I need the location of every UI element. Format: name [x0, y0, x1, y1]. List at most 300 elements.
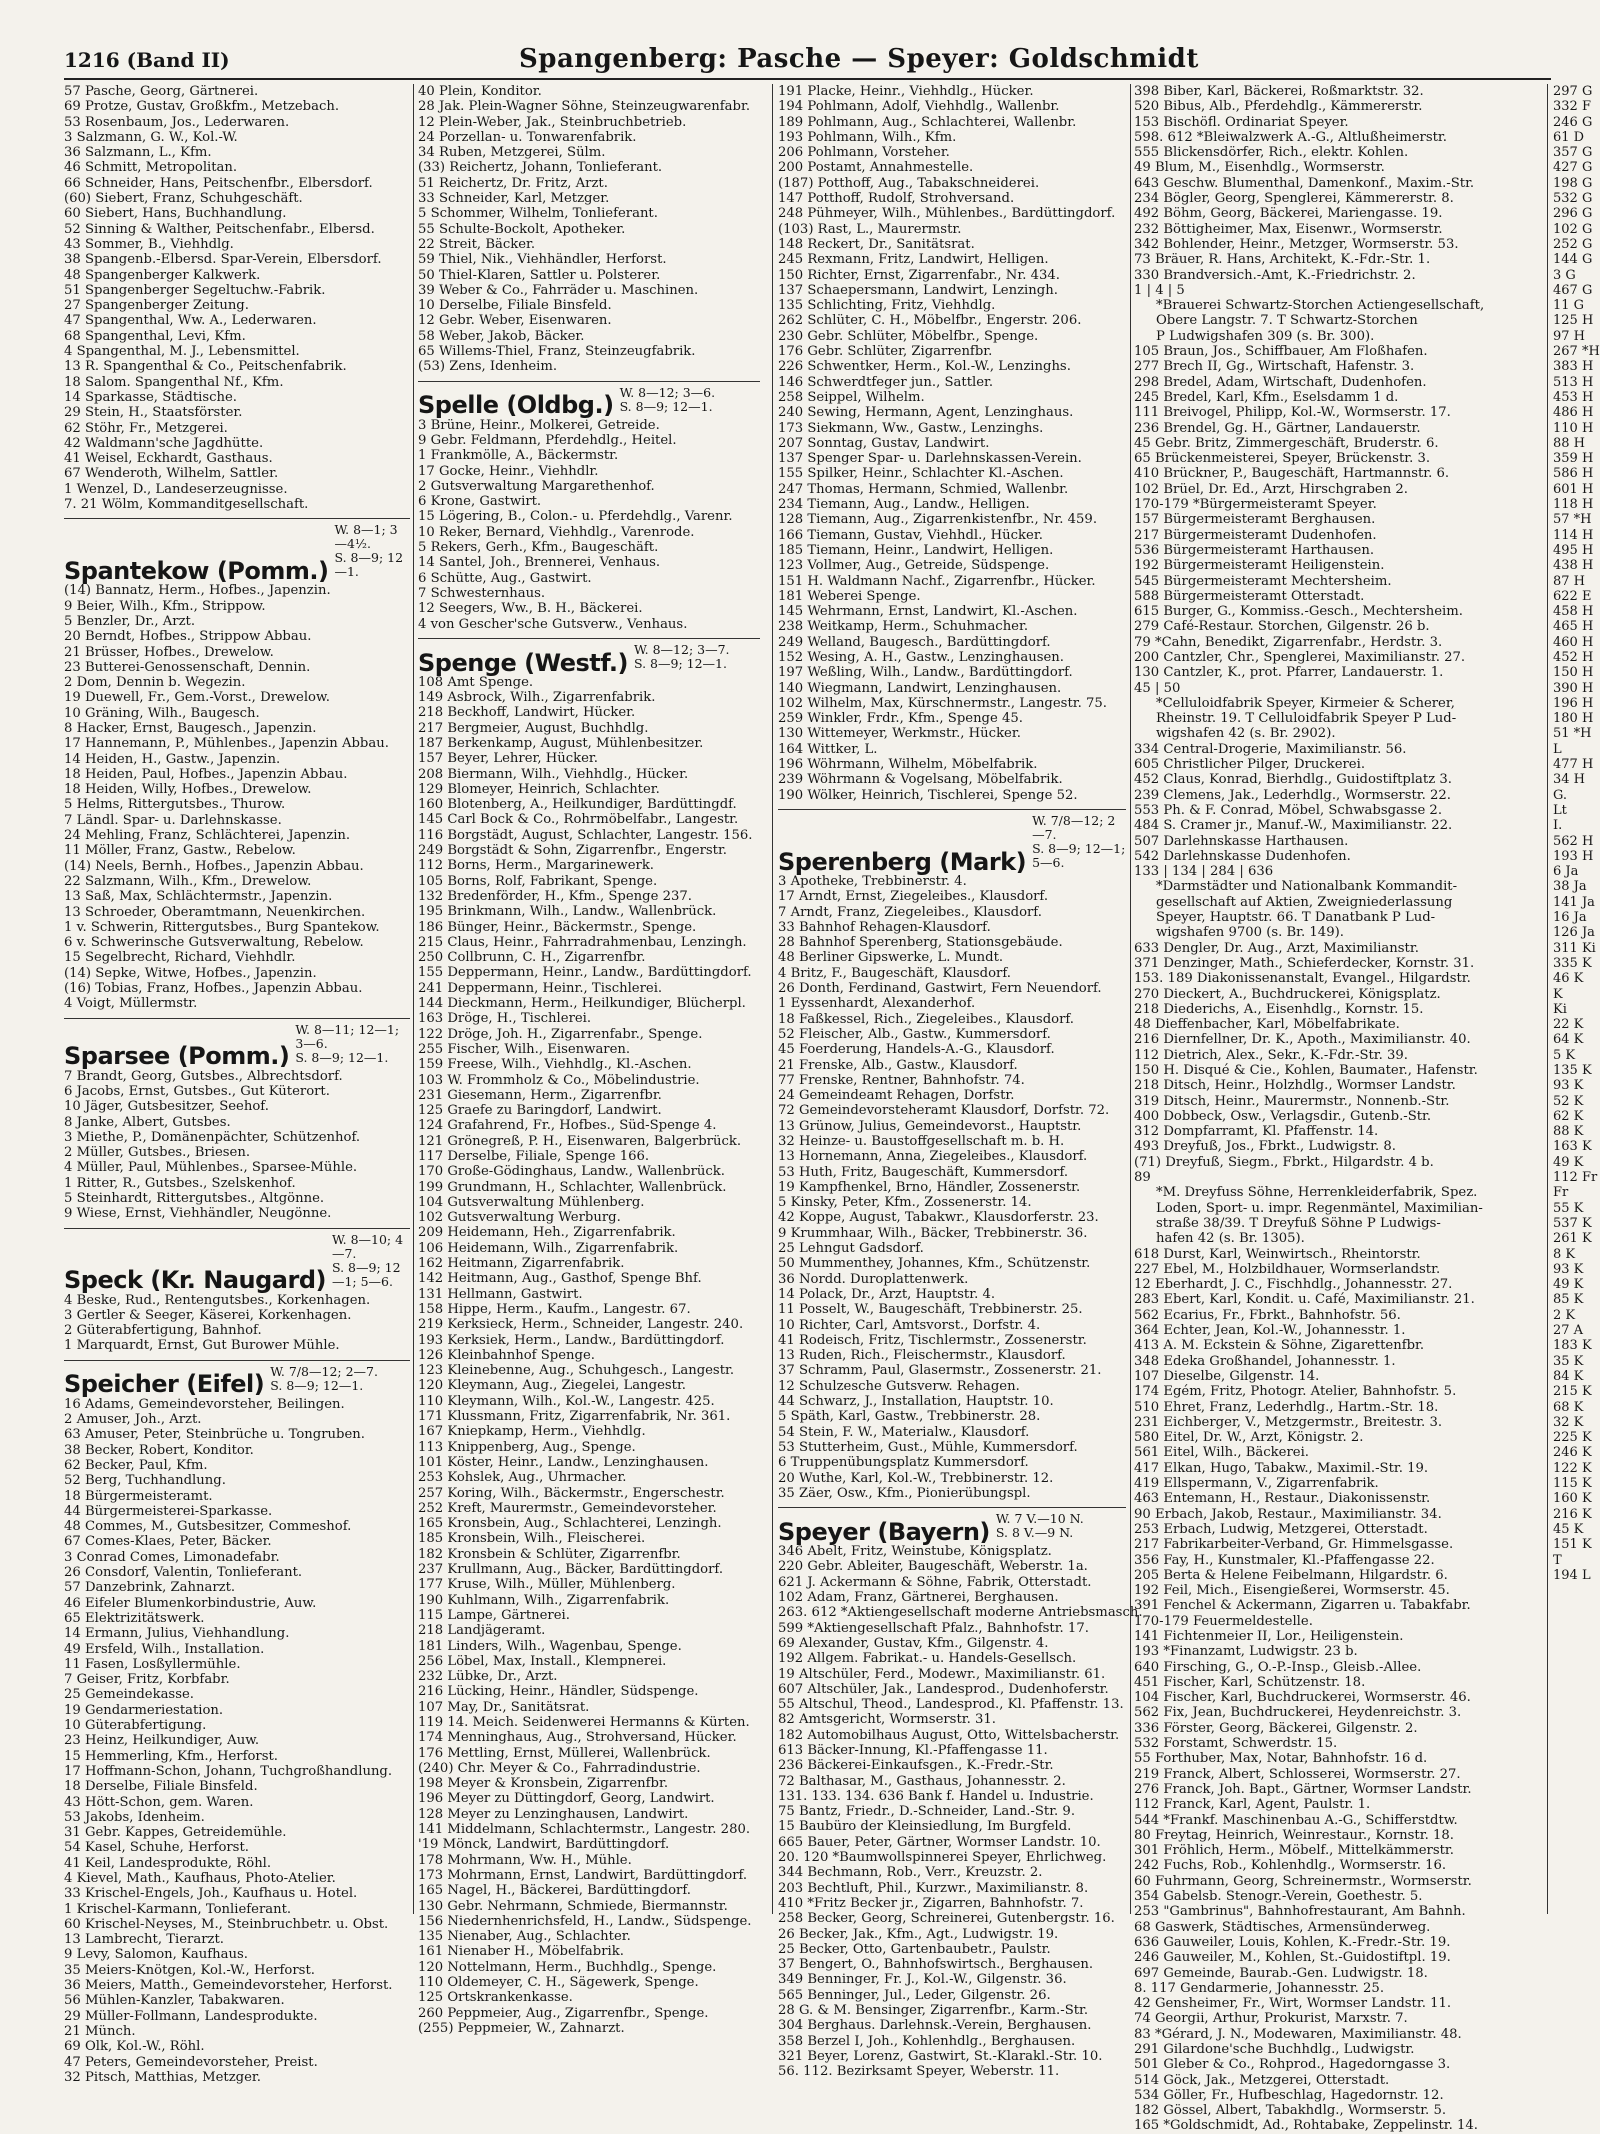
directory-entry: 163 Dröge, H., Tischlerei.: [418, 1011, 592, 1027]
directory-entry: 196 Wöhrmann, Wilhelm, Möbelfabrik.: [778, 757, 1038, 773]
directory-entry: 32 K: [1553, 1414, 1584, 1430]
directory-entry: 170 Große-Gödinghaus, Landw., Wallenbrück.: [418, 1164, 725, 1180]
directory-entry: 413 A. M. Eckstein & Söhne, Zigarettenfbr.: [1134, 1338, 1425, 1354]
directory-entry: 55 Forthuber, Max, Notar, Bahnhofstr. 16 d.: [1134, 1751, 1428, 1767]
directory-entry: 198 G: [1553, 175, 1593, 191]
directory-entry: 180 H: [1553, 711, 1594, 727]
directory-entry: 14 Polack, Dr., Arzt, Hauptstr. 4.: [778, 1286, 996, 1302]
directory-entry: 113 Knippenberg, Aug., Spenge.: [418, 1439, 636, 1455]
directory-entry: 129 Blomeyer, Heinrich, Schlachter.: [418, 781, 660, 797]
office-hours: W. 7/8—12; 2—7. S. 8—9; 12—1.: [270, 1363, 378, 1393]
directory-entry: 3 Miethe, P., Domänenpächter, Schützenhof.: [64, 1129, 361, 1145]
directory-entry: 57 *H: [1553, 512, 1592, 528]
directory-entry: 13 Lambrecht, Tierarzt.: [64, 1932, 224, 1948]
directory-entry: 3 Apotheke, Trebbinerstr. 4.: [778, 873, 967, 889]
directory-entry: 102 Gutsverwaltung Werburg.: [418, 1210, 621, 1226]
entry-list: [778, 1544, 1143, 2080]
directory-entry: 25 Becker, Otto, Gartenbaubetr., Paulstr.: [778, 1941, 1051, 1957]
entry-list: [1134, 879, 1534, 940]
directory-entry: 553 Ph. & F. Conrad, Möbel, Schwabsgasse 2.: [1134, 802, 1443, 818]
directory-entry: '19 Mönck, Landwirt, Bardüttingdorf.: [418, 1837, 670, 1853]
directory-entry: 10 Güterabfertigung.: [64, 1718, 207, 1734]
directory-entry: 253 "Gambrinus", Bahnhofrestaurant, Am Bahnh.: [1134, 1904, 1466, 1920]
directory-entry: 150 H: [1553, 665, 1594, 681]
directory-entry: 75 Bantz, Friedr., D.-Schneider, Land.-Str. 9.: [778, 1804, 1076, 1820]
directory-entry: 90 Erbach, Jakob, Restaur., Maximilianstr. 34.: [1134, 1506, 1442, 1522]
directory-entry: 2 Dom, Dennin b. Wegezin.: [64, 675, 246, 691]
directory-entry: 62 Stöhr, Fr., Metzgerei.: [64, 420, 228, 436]
directory-entry: 5 Kinsky, Peter, Kfm., Zossenerstr. 14.: [778, 1195, 1032, 1211]
directory-entry: 200 Postamt, Annahmestelle.: [778, 160, 974, 176]
directory-entry: 562 Ecarius, Fr., Fbrkt., Bahnhofstr. 56.: [1134, 1307, 1401, 1323]
directory-entry: 24 Porzellan- u. Tonwarenfabrik.: [418, 129, 637, 145]
entry-list: [418, 675, 760, 2036]
directory-entry: 216 K: [1553, 1506, 1592, 1522]
directory-entry: 181 Linders, Wilh., Wagenbau, Spenge.: [418, 1638, 682, 1654]
directory-entry: 60 Krischel-Neyses, M., Steinbruchbetr. u. Obst.: [64, 1916, 389, 1932]
office-hours: W. 7/8—12; 2—7. S. 8—9; 12—1; 5—6.: [1032, 812, 1126, 870]
directory-entry: 194 L: [1553, 1567, 1591, 1583]
directory-entry: 41 Keil, Landesprodukte, Röhl.: [64, 1855, 272, 1871]
directory-entry: 216 Diernfellner, Dr. K., Apoth., Maximilianstr. 40.: [1134, 1032, 1471, 1048]
directory-entry: 151 K: [1553, 1537, 1592, 1553]
directory-entry: 607 Altschüler, Jak., Landesprod., Dudenhoferstr.: [778, 1681, 1109, 1697]
directory-entry: 72 Balthasar, M., Gasthaus, Johannesstr. 2.: [778, 1773, 1066, 1789]
directory-entry: 218 Diederichs, A., Eisenhdlg., Kornstr. 15.: [1134, 1001, 1424, 1017]
directory-entry: 3 Brüne, Heinr., Molkerei, Getreide.: [418, 417, 660, 433]
directory-entry: 72 Gemeindevorsteheramt Klausdorf, Dorfstr. 72.: [778, 1103, 1110, 1119]
directory-entry: 246 Gauweiler, M., Kohlen, St.-Guidostiftpl. 19.: [1134, 1950, 1451, 1966]
directory-entry: 177 Kruse, Wilh., Müller, Mühlenberg.: [418, 1577, 676, 1593]
directory-entry: 1 Marquardt, Ernst, Gut Burower Mühle.: [64, 1338, 340, 1354]
directory-entry: 79 *Cahn, Benedikt, Zigarrenfabr., Herdstr. 3.: [1134, 634, 1443, 650]
place-name: Speyer (Bayern): [778, 1517, 990, 1546]
directory-entry: 7 Arndt, Franz, Ziegeleibes., Klausdorf.: [778, 904, 1042, 920]
directory-entry: 130 Gebr. Nehrmann, Schmiede, Biermannstr.: [418, 1898, 728, 1914]
directory-entry: 52 Berg, Tuchhandlung.: [64, 1473, 226, 1489]
directory-entry: 217 Bürgermeisteramt Dudenhofen.: [1134, 527, 1377, 543]
directory-entry: 4 Beske, Rud., Rentengutsbes., Korkenhagen.: [64, 1292, 371, 1308]
directory-entry: 5 Helms, Rittergutsbes., Thurow.: [64, 797, 286, 813]
directory-entry: 19 Duewell, Fr., Gem.-Vorst., Drewelow.: [64, 690, 330, 706]
directory-entry: 50 Mummenthey, Johannes, Kfm., Schützenstr.: [778, 1256, 1091, 1272]
directory-entry: 321 Beyer, Lorenz, Gastwirt, St.-Klarakl.-Str. 10.: [778, 2048, 1103, 2064]
directory-entry: 41 Rodeisch, Fritz, Tischlermstr., Zossenerstr.: [778, 1332, 1087, 1348]
directory-entry: 69 Olk, Kol.-W., Röhl.: [64, 2039, 205, 2055]
directory-entry: 311 Ki: [1553, 940, 1596, 956]
directory-entry: (53) Zens, Idenheim.: [418, 359, 558, 375]
directory-entry: 545 Bürgermeisteramt Mechtersheim.: [1134, 573, 1392, 589]
directory-entry: 5 Rekers, Gerh., Kfm., Baugeschäft.: [418, 540, 659, 556]
directory-entry: 53 Rosenbaum, Jos., Lederwaren.: [64, 114, 290, 130]
directory-entry: 231 Giesemann, Herm., Zigarrenfbr.: [418, 1087, 662, 1103]
directory-entry: 68 Gaswerk, Städtisches, Armensünderweg.: [1134, 1919, 1431, 1935]
directory-entry: hafen 42 (s. Br. 1305).: [1156, 1231, 1305, 1247]
entry-list: [1134, 1185, 1534, 1246]
entry-numbers: 1 | 4 | 5: [1134, 282, 1185, 298]
directory-entry: 174 Menninghaus, Aug., Strohversand, Hücker.: [418, 1730, 737, 1746]
directory-entry: 68 K: [1553, 1399, 1584, 1415]
directory-entry: 2 Müller, Gutsbes., Briesen.: [64, 1145, 251, 1161]
directory-entry: 10 Richter, Carl, Amtsvorst., Dorfstr. 4.: [778, 1317, 1041, 1333]
directory-entry: 215 K: [1553, 1384, 1592, 1400]
directory-entry: 67 Comes-Klaes, Peter, Bäcker.: [64, 1534, 272, 1550]
directory-entry: 120 Nottelmann, Herm., Buchhdlg., Spenge.: [418, 1959, 717, 1975]
entry-list: [1134, 941, 1534, 1170]
directory-entry: 51 Spangenberger Segeltuchw.-Fabrik.: [64, 282, 326, 298]
directory-entry: (60) Siebert, Franz, Schuhgeschäft.: [64, 191, 303, 207]
directory-entry: 1 v. Schwerin, Rittergutsbes., Burg Spantekow.: [64, 919, 380, 935]
directory-entry: 588 Bürgermeisteramt Otterstadt.: [1134, 588, 1365, 604]
directory-entry: *Brauerei Schwartz-Storchen Actiengesellschaft,: [1156, 298, 1485, 314]
directory-entry: 532 Forstamt, Schwerdstr. 15.: [1134, 1736, 1338, 1752]
directory-entry: gesellschaft auf Aktien, Zweigniederlassung: [1156, 894, 1453, 910]
directory-entry: 248 Pühmeyer, Wilh., Mühlenbes., Bardüttingdorf.: [778, 206, 1116, 222]
directory-entry: 304 Berghaus. Darlehnsk.-Verein, Berghausen.: [778, 2018, 1092, 2034]
directory-entry: 53 Jakobs, Idenheim.: [64, 1809, 205, 1825]
directory-entry: 58 Weber, Jakob, Bäcker.: [418, 328, 585, 344]
directory-entry: 245 Rexmann, Fritz, Landwirt, Helligen.: [778, 252, 1049, 268]
directory-entry: 9 Levy, Salomon, Kaufhaus.: [64, 1947, 248, 1963]
directory-entry: 117 Derselbe, Filiale, Spenge 166.: [418, 1149, 650, 1164]
directory-entry: 93 K: [1553, 1078, 1584, 1094]
directory-entry: 65 Elektrizitätswerk.: [64, 1610, 205, 1626]
directory-entry: 458 H: [1553, 604, 1594, 620]
directory-entry: 151 H. Waldmann Nachf., Zigarrenfbr., Hücker.: [778, 573, 1096, 589]
directory-entry: 161 Nienaber H., Möbelfabrik.: [418, 1944, 624, 1960]
directory-entry: 232 Böttigheimer, Max, Eisenwr., Wormserstr.: [1134, 221, 1443, 237]
directory-entry: 219 Franck, Albert, Schlosserei, Wormserstr. 27.: [1134, 1766, 1461, 1782]
directory-entry: 194 Pohlmann, Adolf, Viehhdlg., Wallenbr.: [778, 99, 1060, 115]
directory-entry: 217 Bergmeier, August, Buchhdlg.: [418, 720, 649, 736]
directory-entry: 173 Mohrmann, Ernst, Landwirt, Bardüttingdorf.: [418, 1867, 748, 1883]
directory-entry: 20. 120 *Baumwollspinnerei Speyer, Ehrlichweg.: [778, 1850, 1107, 1866]
directory-entry: 17 Gocke, Heinr., Viehhdlr.: [418, 463, 599, 479]
directory-entry: 234 Bögler, Georg, Spenglerei, Kämmererstr. 8.: [1134, 191, 1454, 207]
directory-entry: 215 Claus, Heinr., Fahrradrahmenbau, Lenzingh.: [418, 934, 747, 950]
directory-entry: 400 Dobbeck, Osw., Verlagsdir., Gutenb.-Str.: [1134, 1108, 1432, 1124]
directory-entry: 195 Brinkmann, Wilh., Landw., Wallenbrück.: [418, 904, 717, 920]
directory-entry: 173 Siekmann, Ww., Gastw., Lenzinghs.: [778, 420, 1044, 436]
directory-entry: 261 K: [1553, 1231, 1592, 1247]
directory-entry: 615 Burger, G., Kommiss.-Gesch., Mechtersheim.: [1134, 604, 1463, 620]
directory-entry: 24 Gemeindeamt Rehagen, Dorfstr.: [778, 1088, 1015, 1104]
directory-entry: 15 Baubüro der Kleinsiedlung, Im Burgfeld.: [778, 1819, 1072, 1835]
directory-entry: 22 Streit, Bäcker.: [418, 236, 536, 252]
directory-entry: 38 Ja: [1553, 879, 1587, 895]
directory-entry: 301 Fröhlich, Herm., Möbelf., Mittelkämmerstr.: [1134, 1843, 1454, 1859]
directory-entry: 334 Central-Drogerie, Maximilianstr. 56.: [1134, 741, 1407, 757]
office-hours: W. 8—1; 3—4½. S. 8—9; 12—1.: [334, 522, 404, 580]
directory-entry: 115 K: [1553, 1476, 1592, 1492]
directory-entry: 80 Freytag, Heinrich, Weinrestaur., Kornstr. 18.: [1134, 1827, 1454, 1843]
directory-entry: 40 Plein, Konditor.: [418, 84, 542, 99]
directory-entry: 4 Britz, F., Baugeschäft, Klausdorf.: [778, 965, 1011, 981]
directory-entry: G.: [1553, 787, 1568, 803]
directory-entry: 514 Göck, Jak., Metzgerei, Otterstadt.: [1134, 2072, 1390, 2088]
column-3: [778, 84, 1143, 2080]
directory-entry: 356 Fay, H., Kunstmaler, Kl.-Pfaffengasse 22.: [1134, 1552, 1435, 1568]
directory-entry: 17 Hoffmann-Schon, Johann, Tuchgroßhandlung.: [64, 1763, 393, 1779]
directory-entry: 82 Amtsgericht, Wormserstr. 31.: [778, 1712, 996, 1728]
directory-entry: 88 H: [1553, 435, 1586, 451]
directory-entry: 160 Blotenberg, A., Heilkundiger, Bardüttingdf.: [418, 797, 737, 813]
directory-entry: 87 H: [1553, 573, 1586, 589]
directory-entry: 156 Niedernhenrichsfeld, H., Landw., Südspenge.: [418, 1913, 752, 1929]
directory-entry: 47 Peters, Gemeindevorsteher, Preist.: [64, 2054, 318, 2070]
directory-entry: 62 K: [1553, 1108, 1584, 1124]
entry-list: [64, 583, 410, 1011]
place-name: Sparsee (Pomm.): [64, 1042, 290, 1071]
directory-entry: 4 Kievel, Math., Kaufhaus, Photo-Atelier.: [64, 1870, 336, 1886]
entry-list: [778, 874, 1126, 1501]
directory-entry: 55 K: [1553, 1200, 1584, 1216]
directory-entry: 65 Willems-Thiel, Franz, Steinzeugfabrik.: [418, 344, 696, 360]
directory-entry: 17 Hannemann, P., Mühlenbes., Japenzin Abbau.: [64, 736, 389, 752]
directory-entry: 167 Kniepkamp, Herm., Viehhdlg.: [418, 1424, 646, 1440]
place-heading-speicher: [64, 1360, 410, 1399]
directory-entry: 12 Plein-Weber, Jak., Steinbruchbetrieb.: [418, 114, 687, 130]
directory-entry: 33 Schneider, Karl, Metzger.: [418, 191, 610, 207]
entry-list: [1134, 742, 1534, 864]
entry-list: [418, 84, 760, 375]
directory-entry: 565 Benninger, Jul., Leder, Gilgenstr. 26.: [778, 1987, 1051, 2003]
place-name: Spantekow (Pomm.): [64, 557, 329, 586]
directory-entry: 178 Mohrmann, Ww. H., Mühle.: [418, 1852, 632, 1868]
directory-entry: 18 Derselbe, Filiale Binsfeld.: [64, 1779, 258, 1795]
directory-entry: 255 Fischer, Wilh., Eisenwaren.: [418, 1041, 631, 1057]
directory-entry: 35 K: [1553, 1353, 1584, 1369]
directory-entry: 166 Tiemann, Gustav, Viehhdl., Hücker.: [778, 527, 1043, 543]
directory-entry: 697 Gemeinde, Baurab.-Gen. Ludwigstr. 18.: [1134, 1965, 1428, 1981]
directory-entry: 26 Becker, Jak., Kfm., Agt., Ludwigstr. 19.: [778, 1926, 1059, 1942]
directory-entry: 88 K: [1553, 1124, 1584, 1140]
directory-entry: 252 Kreft, Maurermstr., Gemeindevorsteher.: [418, 1500, 717, 1516]
directory-entry: 84 K: [1553, 1368, 1584, 1384]
directory-entry: 484 S. Cramer jr., Manuf.-W., Maximilianstr. 22.: [1134, 818, 1453, 834]
directory-entry: 28 G. & M. Bensinger, Zigarrenfbr., Karm.-Str.: [778, 2003, 1089, 2019]
directory-entry: 46 Eifeler Blumenkorbindustrie, Auw.: [64, 1595, 317, 1611]
column-divider: [1130, 84, 1131, 1914]
directory-entry: straße 38/39. T Dreyfuß Söhne P Ludwigs-: [1156, 1215, 1441, 1231]
directory-entry: 15 Lögering, B., Colon.- u. Pferdehdlg., Varenr.: [418, 509, 733, 525]
directory-entry: 13 Schroeder, Oberamtmann, Neuenkirchen.: [64, 904, 366, 920]
directory-entry: Rheinstr. 19. T Celluloidfabrik Speyer P Lud-: [1156, 711, 1457, 727]
directory-entry: 283 Ebert, Karl, Kondit. u. Café, Maximilianstr. 21.: [1134, 1292, 1475, 1308]
directory-entry: 74 Georgii, Arthur, Prokurist, Marxstr. 7.: [1134, 2011, 1408, 2027]
directory-entry: 18 Heiden, Paul, Hofbes., Japenzin Abbau.: [64, 766, 348, 782]
directory-entry: 50 Thiel-Klaren, Sattler u. Polsterer.: [418, 267, 661, 283]
directory-entry: 44 Bürgermeisterei-Sparkasse.: [64, 1503, 273, 1519]
directory-entry: 34 Ruben, Metzgerei, Sülm.: [418, 145, 606, 161]
directory-entry: 125 Graefe zu Baringdorf, Landwirt.: [418, 1103, 662, 1119]
column-divider: [1547, 84, 1548, 1914]
directory-entry: 150 Richter, Ernst, Zigarrenfabr., Nr. 434.: [778, 267, 1060, 283]
directory-entry: 9 Gebr. Feldmann, Pferdehdlg., Heitel.: [418, 432, 677, 448]
directory-entry: 171 Klussmann, Fritz, Zigarrenfabrik, Nr. 361.: [418, 1409, 731, 1425]
entry-list: [1553, 84, 1600, 1583]
directory-entry: (14) Sepke, Witwe, Hofbes., Japenzin.: [64, 965, 317, 981]
entry-list: [1134, 84, 1534, 283]
directory-entry: 159 Freese, Wilh., Viehhdlg., Kl.-Aschen.: [418, 1057, 692, 1073]
directory-entry: 29 Stein, H., Staatsförster.: [64, 405, 243, 421]
directory-entry: 157 Beyer, Lehrer, Hücker.: [418, 751, 598, 767]
directory-entry: 31 Gebr. Kappes, Getreidemühle.: [64, 1825, 287, 1841]
directory-entry: 112 Borns, Herm., Margarinewerk.: [418, 858, 655, 874]
directory-entry: 165 Nagel, H., Bäckerei, Bardüttingdorf.: [418, 1883, 691, 1899]
directory-entry: 12 Schulzesche Gutsverw. Rehagen.: [778, 1378, 1020, 1394]
directory-entry: 155 Spilker, Heinr., Schlachter Kl.-Aschen.: [778, 466, 1064, 482]
directory-entry: 68 Spangenthal, Levi, Kfm.: [64, 328, 246, 344]
directory-entry: 633 Dengler, Dr. Aug., Arzt, Maximilianstr.: [1134, 940, 1419, 956]
directory-entry: 170-179 Feuermeldestelle.: [1134, 1613, 1313, 1629]
column-2: [418, 84, 760, 2036]
directory-entry: 28 Bahnhof Sperenberg, Stationsgebäude.: [778, 935, 1063, 951]
directory-entry: 42 Waldmann'sche Jagdhütte.: [64, 435, 264, 451]
directory-entry: 1 Ritter, R., Gutsbes., Szelskenhof.: [64, 1175, 296, 1191]
directory-entry: 141 Middelmann, Schlachtermstr., Langestr. 280.: [418, 1822, 751, 1838]
directory-entry: 11 Posselt, W., Baugeschäft, Trebbinerstr. 25.: [778, 1302, 1083, 1318]
directory-entry: 126 Kleinbahnhof Spenge.: [418, 1347, 595, 1363]
directory-entry: 116 Borgstädt, August, Schlachter, Langestr. 156.: [418, 827, 753, 843]
directory-entry: 330 Brandversich.-Amt, K.-Friedrichstr. 2.: [1134, 267, 1416, 283]
directory-entry: 53 Stutterheim, Gust., Mühle, Kummersdorf.: [778, 1439, 1078, 1455]
directory-entry: 3 Conrad Comes, Limonadefabr.: [64, 1549, 280, 1565]
directory-entry: 93 K: [1553, 1261, 1584, 1277]
office-hours: W. 8—12; 3—7. S. 8—9; 12—1.: [633, 641, 730, 671]
directory-entry: 232 Lübke, Dr., Arzt.: [418, 1669, 558, 1685]
directory-entry: 296 G: [1553, 206, 1593, 222]
directory-entry: 599 *Aktiengesellschaft Pfalz., Bahnhofstr. 17.: [778, 1620, 1089, 1636]
directory-entry: 123 Kleinebenne, Aug., Schuhgesch., Langestr.: [418, 1363, 735, 1379]
directory-entry: 48 Dieffenbacher, Karl, Möbelfabrikate.: [1134, 1017, 1400, 1033]
directory-entry: wigshafen 42 (s. Br. 2902).: [1156, 726, 1336, 742]
directory-entry: 33 Bahnhof Rehagen-Klausdorf.: [778, 919, 991, 935]
directory-entry: 193 Kerksiek, Herm., Landw., Bardüttingdorf.: [418, 1332, 725, 1348]
directory-entry: 534 Göller, Fr., Hufbeschlag, Hagedornstr. 12.: [1134, 2087, 1444, 2103]
directory-entry: 240 Sewing, Hermann, Agent, Lenzinghaus.: [778, 405, 1074, 421]
directory-entry: 510 Ehret, Franz, Lederhdlg., Hartm.-Str. 18.: [1134, 1399, 1439, 1415]
directory-entry: 21 Brüsser, Hofbes., Drewelow.: [64, 644, 274, 660]
directory-entry: 12 Gebr. Weber, Eisenwaren.: [418, 313, 612, 329]
directory-entry: 7 Geiser, Fritz, Korbfabr.: [64, 1672, 230, 1688]
place-name: Sperenberg (Mark): [778, 847, 1027, 876]
directory-entry: 14 Santel, Joh., Brennerei, Venhaus.: [418, 555, 661, 571]
directory-entry: 104 Fischer, Karl, Buchdruckerei, Wormserstr. 46.: [1134, 1690, 1471, 1706]
directory-entry: 460 H: [1553, 634, 1594, 650]
directory-entry: 220 Gebr. Ableiter, Baugeschäft, Weberstr. 1a.: [778, 1559, 1088, 1575]
directory-entry: 555 Blickensdörfer, Rich., elektr. Kohlen.: [1134, 145, 1409, 161]
directory-entry: 208 Biermann, Wilh., Viehhdlg., Hücker.: [418, 766, 689, 782]
directory-entry: 49 K: [1553, 1154, 1584, 1170]
directory-entry: 193 Pohlmann, Wilh., Kfm.: [778, 129, 957, 145]
directory-entry: 196 Meyer zu Düttingdorf, Georg, Landwirt.: [418, 1791, 715, 1807]
directory-entry: 618 Durst, Karl, Weinwirtsch., Rheintorstr.: [1134, 1246, 1421, 1262]
directory-entry: 137 Spenger Spar- u. Darlehnskassen-Verein.: [778, 451, 1082, 467]
directory-entry: 1 Krischel-Karmann, Tonlieferant.: [64, 1901, 292, 1917]
directory-entry: 83 *Gérard, J. N., Modewaren, Maximilianstr. 48.: [1134, 2026, 1462, 2042]
place-heading-speck: [64, 1228, 410, 1295]
directory-entry: 102 Wilhelm, Max, Kürschnermstr., Langestr. 75.: [778, 695, 1107, 711]
directory-entry: 108 Amt Spenge.: [418, 674, 534, 690]
directory-entry: 165 Kronsbein, Aug., Schlachterei, Lenzingh.: [418, 1516, 722, 1532]
directory-entry: 49 K: [1553, 1277, 1584, 1293]
directory-entry: 49 Blum, M., Eisenhdlg., Wormserstr.: [1134, 160, 1385, 176]
directory-entry: 57 Pasche, Georg, Gärtnerei.: [64, 84, 259, 99]
directory-entry: 141 Fichtenmeier II, Lor., Heiligenstein.: [1134, 1628, 1404, 1644]
directory-entry: 110 H: [1553, 420, 1594, 436]
directory-entry: 10 Jäger, Gutsbesitzer, Seehof.: [64, 1099, 269, 1115]
directory-entry: 216 Lücking, Heinr., Händler, Südspenge.: [418, 1684, 699, 1700]
place-name: Spelle (Oldbg.): [418, 391, 614, 420]
directory-entry: 27 Spangenberger Zeitung.: [64, 298, 249, 314]
directory-entry: *Darmstädter und Nationalbank Kommandit-: [1156, 879, 1458, 895]
directory-entry: 312 Dompfarramt, Kl. Pfaffenstr. 14.: [1134, 1124, 1379, 1140]
directory-entry: 182 Kronsbein & Schlüter, Zigarrenfbr.: [418, 1546, 681, 1562]
directory-entry: 23 Butterei-Genossenschaft, Dennin.: [64, 659, 311, 675]
directory-entry: 336 Förster, Georg, Bäckerei, Gilgenstr. 2.: [1134, 1720, 1418, 1736]
directory-entry: 60 Siebert, Hans, Buchhandlung.: [64, 206, 287, 222]
directory-entry: 192 Feil, Mich., Eisengießerei, Wormserstr. 45.: [1134, 1583, 1450, 1599]
directory-entry: 111 Breivogel, Philipp, Kol.-W., Wormserstr. 17.: [1134, 405, 1451, 421]
directory-entry: 237 Krullmann, Aug., Bäcker, Bardüttingdorf.: [418, 1562, 724, 1578]
directory-entry: 398 Biber, Karl, Bäckerei, Roßmarktstr. 32.: [1134, 84, 1424, 99]
directory-entry: 6 Jacobs, Ernst, Gutsbes., Gut Küterort.: [64, 1083, 330, 1099]
directory-entry: 49 Ersfeld, Wilh., Installation.: [64, 1641, 265, 1657]
directory-entry: 364 Echter, Jean, Kol.-W., Johannesstr. 1.: [1134, 1323, 1406, 1339]
directory-entry: 230 Gebr. Schlüter, Möbelfbr., Spenge.: [778, 328, 1039, 344]
directory-entry: 203 Bechtluft, Phil., Kurzwr., Maximilianstr. 8.: [778, 1880, 1089, 1896]
directory-entry: 10 Derselbe, Filiale Binsfeld.: [418, 298, 612, 314]
place-heading-spelle: [418, 381, 760, 420]
directory-entry: 209 Heidemann, Heh., Zigarrenfabrik.: [418, 1225, 676, 1241]
directory-entry: 126 Ja: [1553, 925, 1595, 941]
directory-entry: 121 Grönegreß, P. H., Eisenwaren, Balgerbrück.: [418, 1133, 742, 1149]
directory-entry: 467 G: [1553, 282, 1593, 298]
directory-entry: 477 H: [1553, 757, 1594, 773]
directory-entry: 142 Heitmann, Aug., Gasthof, Spenge Bhf.: [418, 1271, 702, 1287]
directory-entry: 1 Wenzel, D., Landeserzeugnisse.: [64, 481, 288, 497]
directory-entry: 51 Reichertz, Dr. Fritz, Arzt.: [418, 175, 608, 191]
directory-entry: 218 Landjägeramt.: [418, 1623, 546, 1639]
directory-entry: 29 Müller-Follmann, Landesprodukte.: [64, 2008, 318, 2024]
directory-entry: (14) Bannatz, Herm., Hofbes., Japenzin.: [64, 583, 331, 599]
directory-entry: 1 Frankmölle, A., Bäckermstr.: [418, 448, 619, 464]
directory-entry: 185 Kronsbein, Wilh., Fleischerei.: [418, 1531, 646, 1547]
directory-entry: 158 Hippe, Herm., Kaufm., Langestr. 67.: [418, 1301, 691, 1317]
directory-entry: 25 Gemeindekasse.: [64, 1687, 194, 1703]
directory-entry: 8 Janke, Albert, Gutsbes.: [64, 1114, 231, 1130]
directory-entry: 12 Eberhardt, J. C., Fischhdlg., Johannesstr. 27.: [1134, 1277, 1453, 1293]
directory-entry: 33 Krischel-Engels, Joh., Kaufhaus u. Hotel.: [64, 1886, 358, 1902]
directory-entry: 176 Mettling, Ernst, Müllerei, Wallenbrück.: [418, 1745, 711, 1761]
directory-entry: 15 Segelbrecht, Richard, Viehhdlr.: [64, 950, 296, 966]
directory-entry: 16 Adams, Gemeindevorsteher, Beilingen.: [64, 1396, 345, 1412]
directory-entry: 112 Franck, Karl, Agent, Paulstr. 1.: [1134, 1797, 1371, 1813]
directory-entry: 73 Bräuer, R. Hans, Architekt, K.-Fdr.-Str. 1.: [1134, 252, 1431, 268]
directory-entry: 164 Wittker, L.: [778, 741, 878, 757]
directory-entry: *Celluloidfabrik Speyer, Kirmeier & Scherer,: [1156, 695, 1455, 711]
directory-entry: 349 Benninger, Fr. J., Kol.-W., Gilgenstr. 36.: [778, 1972, 1067, 1988]
directory-entry: *M. Dreyfuss Söhne, Herrenkleiderfabrik, Spez.: [1156, 1185, 1478, 1201]
directory-entry: 11 Fasen, Losßyllermühle.: [64, 1656, 241, 1672]
directory-entry: 192 Allgem. Fabrikat.- u. Handels-Gesellsch.: [778, 1651, 1077, 1667]
directory-entry: 25 Lehngut Gadsdorf.: [778, 1241, 924, 1257]
directory-entry: 28 Jak. Plein-Wagner Söhne, Steinzeugwarenfabr.: [418, 99, 751, 115]
directory-entry: 32 Pitsch, Matthias, Metzger.: [64, 2069, 261, 2085]
directory-entry: 56. 112. Bezirksamt Speyer, Weberstr. 11.: [778, 2064, 1060, 2080]
directory-entry: 537 K: [1553, 1215, 1592, 1231]
